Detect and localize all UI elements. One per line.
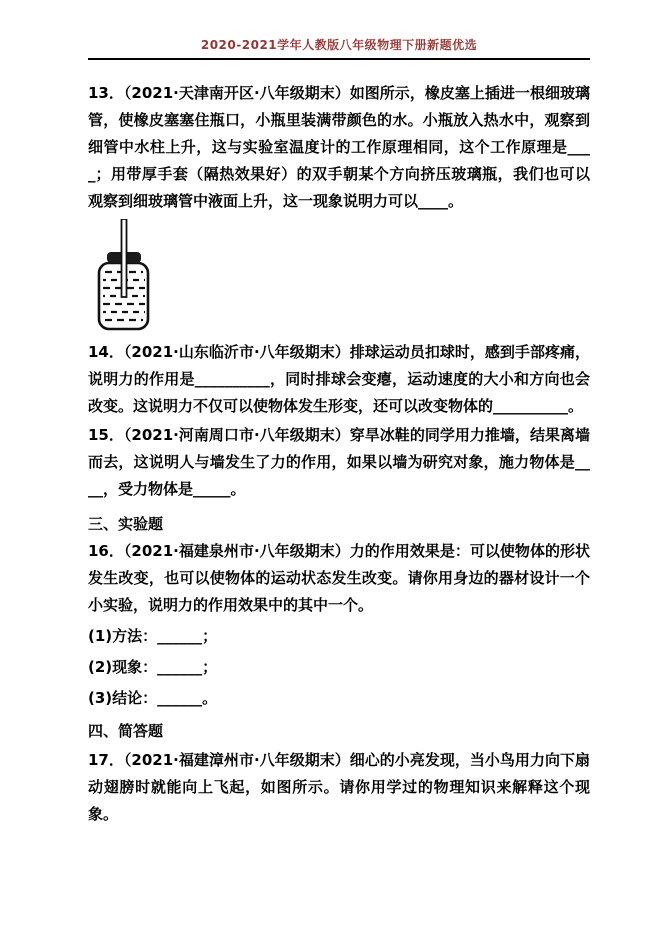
header-title: 2020-2021学年人教版八年级物理下册新题优选	[200, 38, 478, 52]
question-13: 13．（2021·天津南开区·八年级期末）如图所示，橡皮塞上插进一根细玻璃管，使橡皮塞塞住瓶口，小瓶里装满带颜色的水。小瓶放入热水中，观察到细管中水柱上升，这与实验室温度计的工作原理相同，这个工作原理是____；用带厚手套（隔热效果好）的双手朝某个方向挤压玻璃瓶，我们也可以观察到细玻璃管中液面上升，这一现象说明力可以____。	[88, 84, 590, 210]
question-15: 15．（2021·河南周口市·八年级期末）穿旱冰鞋的同学用力推墙，结果离墙而去，这说明人与墙发生了力的作用，如果以墙为研究对象，施力物体是____，受力物体是_____。	[88, 426, 590, 498]
q16-item-conclusion: (3)结论：______。	[88, 689, 218, 707]
page-header	[88, 36, 590, 60]
section-heading-experiment: 三、实验题	[88, 515, 164, 533]
question-17: 17．（2021·福建漳州市·八年级期末）细心的小亮发现，当小鸟用力向下扇动翅膀时就能向上飞起，如图所示。请你用学过的物理知识来解释这个现象。	[88, 751, 590, 823]
question-16: 16．（2021·福建泉州市·八年级期末）力的作用效果是：可以使物体的形状发生改变，也可以使物体的运动状态发生改变。请你用身边的器材设计一个小实验，说明力的作用效果中的其中一个。	[88, 542, 590, 614]
question-14: 14．（2021·山东临沂市·八年级期末）排球运动员扣球时，感到手部疼痛，说明力的作用是__________，同时排球会变瘪，运动速度的大小和方向也会改变。这说明力不仅可以使物体发生形变，还可以改变物体的__________。	[88, 343, 590, 415]
q16-item-phenomenon: (2)现象：______；	[88, 658, 218, 676]
q16-item-method: (1)方法：______；	[88, 627, 218, 645]
section-heading-short-answer: 四、简答题	[88, 722, 164, 740]
bottle-with-glass-tube-illustration	[92, 219, 162, 333]
glass-tube	[122, 219, 127, 297]
document-content	[88, 0, 590, 828]
bottle-figure	[92, 219, 162, 333]
